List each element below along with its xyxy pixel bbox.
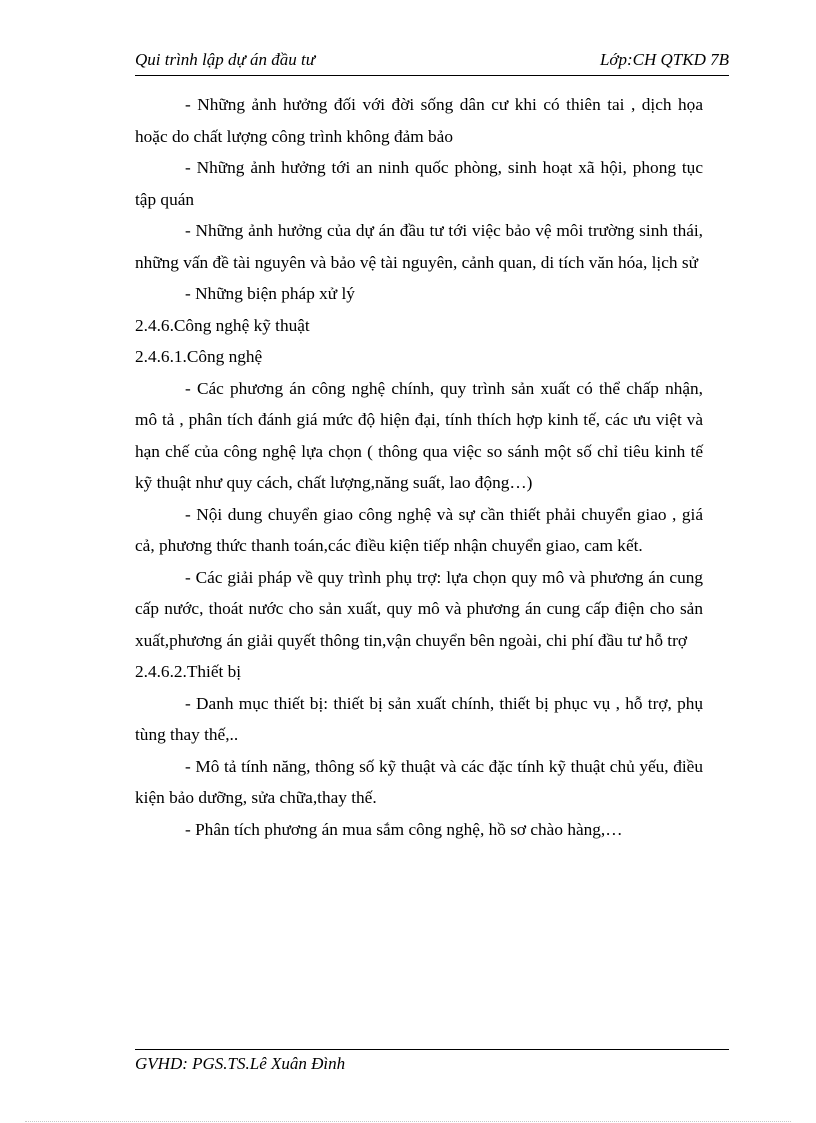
paragraph-technology-transfer: - Nội dung chuyển giao công nghệ và sự cần thiết phải chuyển giao , giá cả, phương thức thanh toán,các điều kiện tiếp nhận chuyển giao, cam kết. xyxy=(135,504,703,555)
page-footer: GVHD: PGS.TS.Lê Xuân Đình xyxy=(135,1054,346,1073)
section-heading-technology: 2.4.6.Công nghệ kỹ thuật xyxy=(135,315,310,335)
header-divider xyxy=(135,75,729,76)
document-body xyxy=(135,89,703,845)
subsection-heading-technology: 2.4.6.1.Công nghệ xyxy=(135,347,263,366)
paragraph-disaster-impact: - Những ảnh hưởng đối với đời sống dân cư khi có thiên tai , dịch họa hoặc do chất lượng công trình không đảm bảo xyxy=(135,95,703,146)
page-bottom-edge xyxy=(25,1121,791,1122)
paragraph-security-impact: - Những ảnh hưởng tới an ninh quốc phòng, sinh hoạt xã hội, phong tục tập quán xyxy=(135,158,703,209)
paragraph-equipment-list: - Danh mục thiết bị: thiết bị sản xuất chính, thiết bị phục vụ , hỗ trợ, phụ tùng thay thế,.. xyxy=(135,693,703,744)
header-document-title: Qui trình lập dự án đầu tư xyxy=(135,50,316,69)
footer-divider xyxy=(135,1049,729,1050)
paragraph-equipment-specs: - Mô tả tính năng, thông số kỹ thuật và các đặc tính kỹ thuật chủ yếu, điều kiện bảo dưỡng, sửa chữa,thay thế. xyxy=(135,756,703,807)
page-header xyxy=(135,50,729,70)
paragraph-environment-impact: - Những ảnh hưởng của dự án đầu tư tới việc bảo vệ môi trường sinh thái, những vấn đề tài nguyên và bảo vệ tài nguyên, cảnh quan, di tích văn hóa, lịch sử xyxy=(135,221,703,272)
subsection-heading-equipment: 2.4.6.2.Thiết bị xyxy=(135,662,242,681)
paragraph-technology-options: - Các phương án công nghệ chính, quy trình sản xuất có thể chấp nhận, mô tả , phân tích đánh giá mức độ hiện đại, tính thích hợp kinh tế, các ưu việt và hạn chế của công nghệ lựa chọn ( thông qua việc so sánh một số chỉ tiêu kinh tế kỹ thuật như quy cách, chất lượng,năng suất, lao động…) xyxy=(135,378,703,492)
paragraph-procurement-analysis: - Phân tích phương án mua sắm công nghệ, hồ sơ chào hàng,… xyxy=(185,819,623,839)
paragraph-mitigation-measures: - Những biện pháp xử lý xyxy=(185,284,355,303)
header-class-label: Lớp:CH QTKD 7B xyxy=(599,50,729,69)
paragraph-auxiliary-solutions: - Các giải pháp về quy trình phụ trợ: lựa chọn quy mô và phương án cung cấp nước, thoát nước cho sản xuất, quy mô và phương án cung cấp điện cho sản xuất,phương án giải quyết thông tin,vận chuyển bên ngoài, chi phí đầu tư hỗ trợ xyxy=(135,567,703,650)
